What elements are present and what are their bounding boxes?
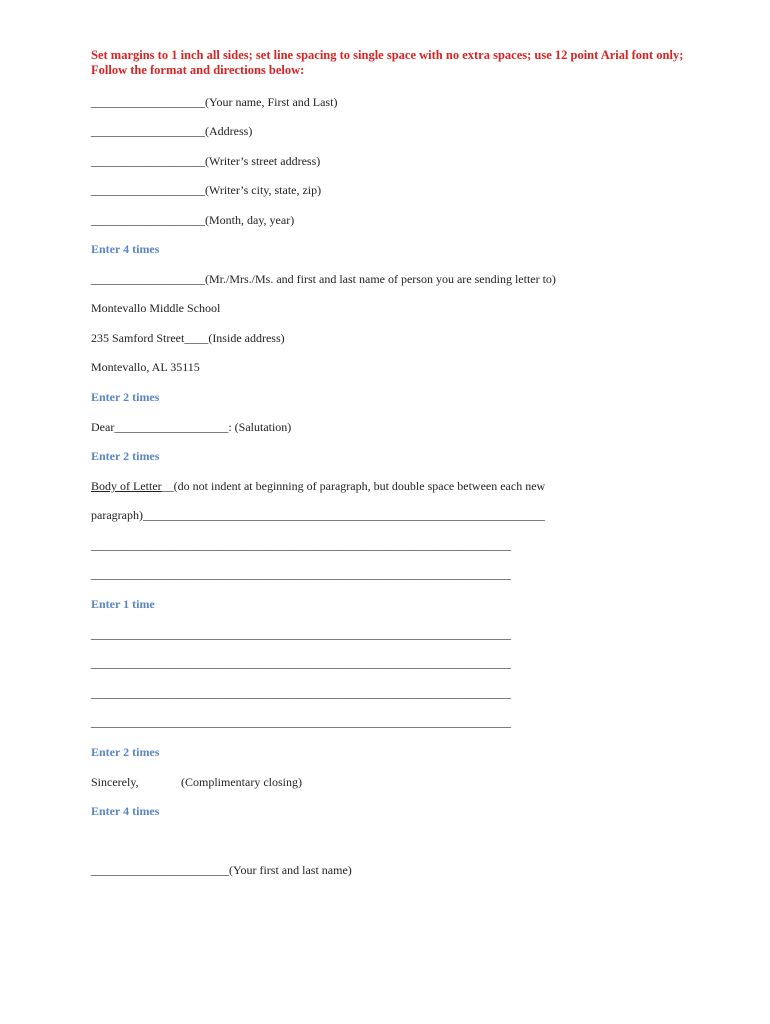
heading-date-line: ___________________(Month, day, year) (91, 213, 295, 227)
body-blank-line: ______________________________________________________________________ (91, 538, 511, 552)
school-name: Montevallo Middle School (91, 301, 221, 315)
formatting-instruction: Set margins to 1 inch all sides; set line spacing to single space with no extra spaces; use 12 point Arial font only; Follow the format and directions below: (91, 48, 684, 77)
directive-enter-4-times: Enter 4 times (91, 804, 160, 818)
directive-enter-2-times: Enter 2 times (91, 390, 160, 404)
inside-address-street: 235 Samford Street____(Inside address) (91, 331, 285, 345)
closing-word: Sincerely, (91, 775, 139, 789)
body-of-letter-label: Body of Letter (91, 479, 162, 493)
directive-enter-2-times: Enter 2 times (91, 449, 160, 463)
body-instruction-line (91, 479, 545, 493)
body-blank-line: ______________________________________________________________________ (91, 627, 511, 641)
body-blank-line: ______________________________________________________________________ (91, 715, 511, 729)
body-blank-line: ______________________________________________________________________ (91, 567, 511, 581)
heading-city-line: ___________________(Writer’s city, state, zip) (91, 183, 322, 197)
signature-line: _______________________(Your first and last name) (91, 863, 352, 877)
closing-note: (Complimentary closing) (181, 775, 302, 789)
directive-enter-1-time: Enter 1 time (91, 597, 155, 611)
salutation-line: Dear___________________: (Salutation) (91, 420, 292, 434)
heading-street-line: ___________________(Writer’s street address) (91, 154, 321, 168)
recipient-line: ___________________(Mr./Mrs./Ms. and first and last name of person you are sending letter to) (91, 272, 556, 286)
body-blank-line: ______________________________________________________________________ (91, 656, 511, 670)
heading-address-line: ___________________(Address) (91, 124, 253, 138)
directive-enter-2-times: Enter 2 times (91, 745, 160, 759)
heading-name-line: ___________________(Your name, First and Last) (91, 95, 338, 109)
body-instruction-text: __(do not indent at beginning of paragraph, but double space between each new (161, 479, 546, 493)
directive-enter-4-times: Enter 4 times (91, 242, 160, 256)
body-paragraph-line: paragraph)___________________________________________________________________ (91, 508, 545, 522)
inside-address-city: Montevallo, AL 35115 (91, 360, 200, 374)
body-blank-line: ______________________________________________________________________ (91, 686, 511, 700)
